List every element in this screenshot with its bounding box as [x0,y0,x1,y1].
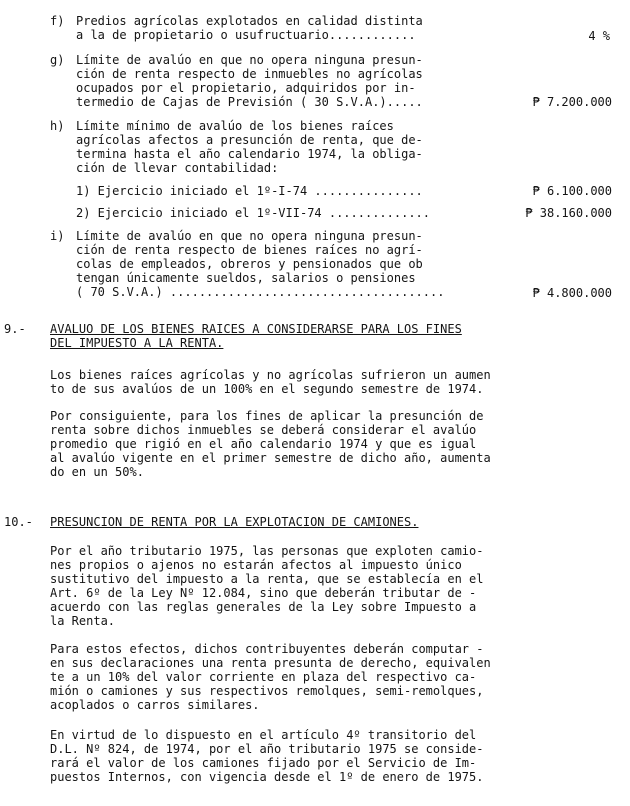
item-label: f) [50,14,65,28]
item-line: ción de llevar contabilidad: [76,161,279,175]
paragraph-line: sustitutivo del impuesto a la renta, que se establecía en el [50,572,484,586]
item-amount: 4 % [588,29,610,43]
subitem-amount: ₱ 38.160.000 [525,206,612,220]
paragraph-line: mión o camiones y sus respectivos remolques, semi-remolques, [50,684,484,698]
section-number: 10.- [4,515,33,529]
paragraph-line: al avalúo vigente en el primer semestre de dicho año, aumenta [50,451,491,465]
item-amount: ₱ 4.800.000 [532,286,612,300]
paragraph-line: Los bienes raíces agrícolas y no agrícolas sufrieron un aumen [50,368,491,382]
item-f [50,14,620,44]
paragraph [50,728,620,784]
paragraph-line: Por consiguiente, para los fines de aplicar la presunción de [50,409,484,423]
paragraph-line: acuerdo con las reglas generales de la Ley sobre Impuesto a [50,600,477,614]
item-line: ( 70 S.V.A.) ...................................... [76,285,445,299]
paragraph-line: Art. 6º de la Ley Nº 12.084, sino que deberán tributar de - [50,586,477,600]
item-line: Límite de avalúo en que no opera ninguna presun- [76,229,423,243]
subitem-1 [76,184,620,200]
item-i [50,229,620,301]
paragraph-line: Para estos efectos, dichos contribuyentes deberán computar - [50,642,484,656]
item-g [50,53,620,111]
section-title-line: DEL IMPUESTO A LA RENTA. [50,336,224,350]
paragraph-line: acoplados o carros similares. [50,698,260,712]
paragraph-line: promedio que rigió en el año calendario 1974 y que es igual [50,437,477,451]
item-text [76,53,516,109]
item-line: colas de empleados, obreros y pensionados que ob [76,257,423,271]
section-title-line: AVALUO DE LOS BIENES RAICES A CONSIDERARSE PARA LOS FINES [50,322,462,336]
item-line: Límite de avalúo en que no opera ninguna presun- [76,53,423,67]
paragraph [50,544,620,628]
paragraph-line: puestos Internos, con vigencia desde el 1º de enero de 1975. [50,770,484,784]
section-number: 9.- [4,322,26,336]
section-title: PRESUNCION DE RENTA POR LA EXPLOTACION DE CAMIONES. [50,515,419,529]
item-line: Límite mínimo de avalúo de los bienes raíces [76,119,394,133]
item-text [76,229,516,299]
paragraph-line: rará el valor de los camiones fijado por el Servicio de Im- [50,756,477,770]
paragraph-line: nes propios o ajenos no estarán afectos al impuesto único [50,558,462,572]
paragraph [50,642,620,712]
item-line: agrícolas afectos a presunción de renta, que de- [76,133,423,147]
paragraph [50,409,620,479]
paragraph [50,368,620,396]
item-line: termina hasta el año calendario 1974, la obliga- [76,147,423,161]
paragraph-line: en sus declaraciones una renta presunta de derecho, equivalen [50,656,491,670]
subitem-2 [76,206,620,222]
paragraph-line: do en un 50%. [50,465,144,479]
paragraph-line: D.L. Nº 824, de 1974, por el año tributario 1975 se conside- [50,742,484,756]
subitem-text: 1) Ejercicio iniciado el 1º-I-74 ............... [76,184,423,198]
subitem-amount: ₱ 6.100.000 [532,184,612,198]
paragraph-line: En virtud de lo dispuesto en el artículo 4º transitorio del [50,728,477,742]
paragraph-line: la Renta. [50,614,116,628]
item-amount: ₱ 7.200.000 [532,95,612,109]
item-text [76,119,516,175]
section-title [50,322,620,350]
item-line: termedio de Cajas de Previsión ( 30 S.V.A.)..... [76,95,423,109]
item-line: tengan únicamente sueldos, salarios o pensiones [76,271,416,285]
item-line: a la de propietario o usufructuario............ [76,28,416,42]
item-label: g) [50,53,65,67]
item-line: ción de renta respecto de inmuebles no agrícolas [76,67,423,81]
subitem-text: 2) Ejercicio iniciado el 1º-VII-74 .............. [76,206,431,220]
item-label: h) [50,119,65,133]
paragraph-line: te a un 10% del valor corriente en plaza del respectivo ca- [50,670,477,684]
item-label: i) [50,229,65,243]
item-h [50,119,620,177]
paragraph-line: to de sus avalúos de un 100% en el segundo semestre de 1974. [50,382,484,396]
item-line: Predios agrícolas explotados en calidad distinta [76,14,423,28]
item-line: ción de renta respecto de bienes raíces no agrí- [76,243,423,257]
paragraph-line: renta sobre dichos inmuebles se deberá considerar el avalúo [50,423,477,437]
item-line: ocupados por el propietario, adquiridos por in- [76,81,416,95]
paragraph-line: Por el año tributario 1975, las personas que exploten camio- [50,544,484,558]
item-text [76,14,516,42]
